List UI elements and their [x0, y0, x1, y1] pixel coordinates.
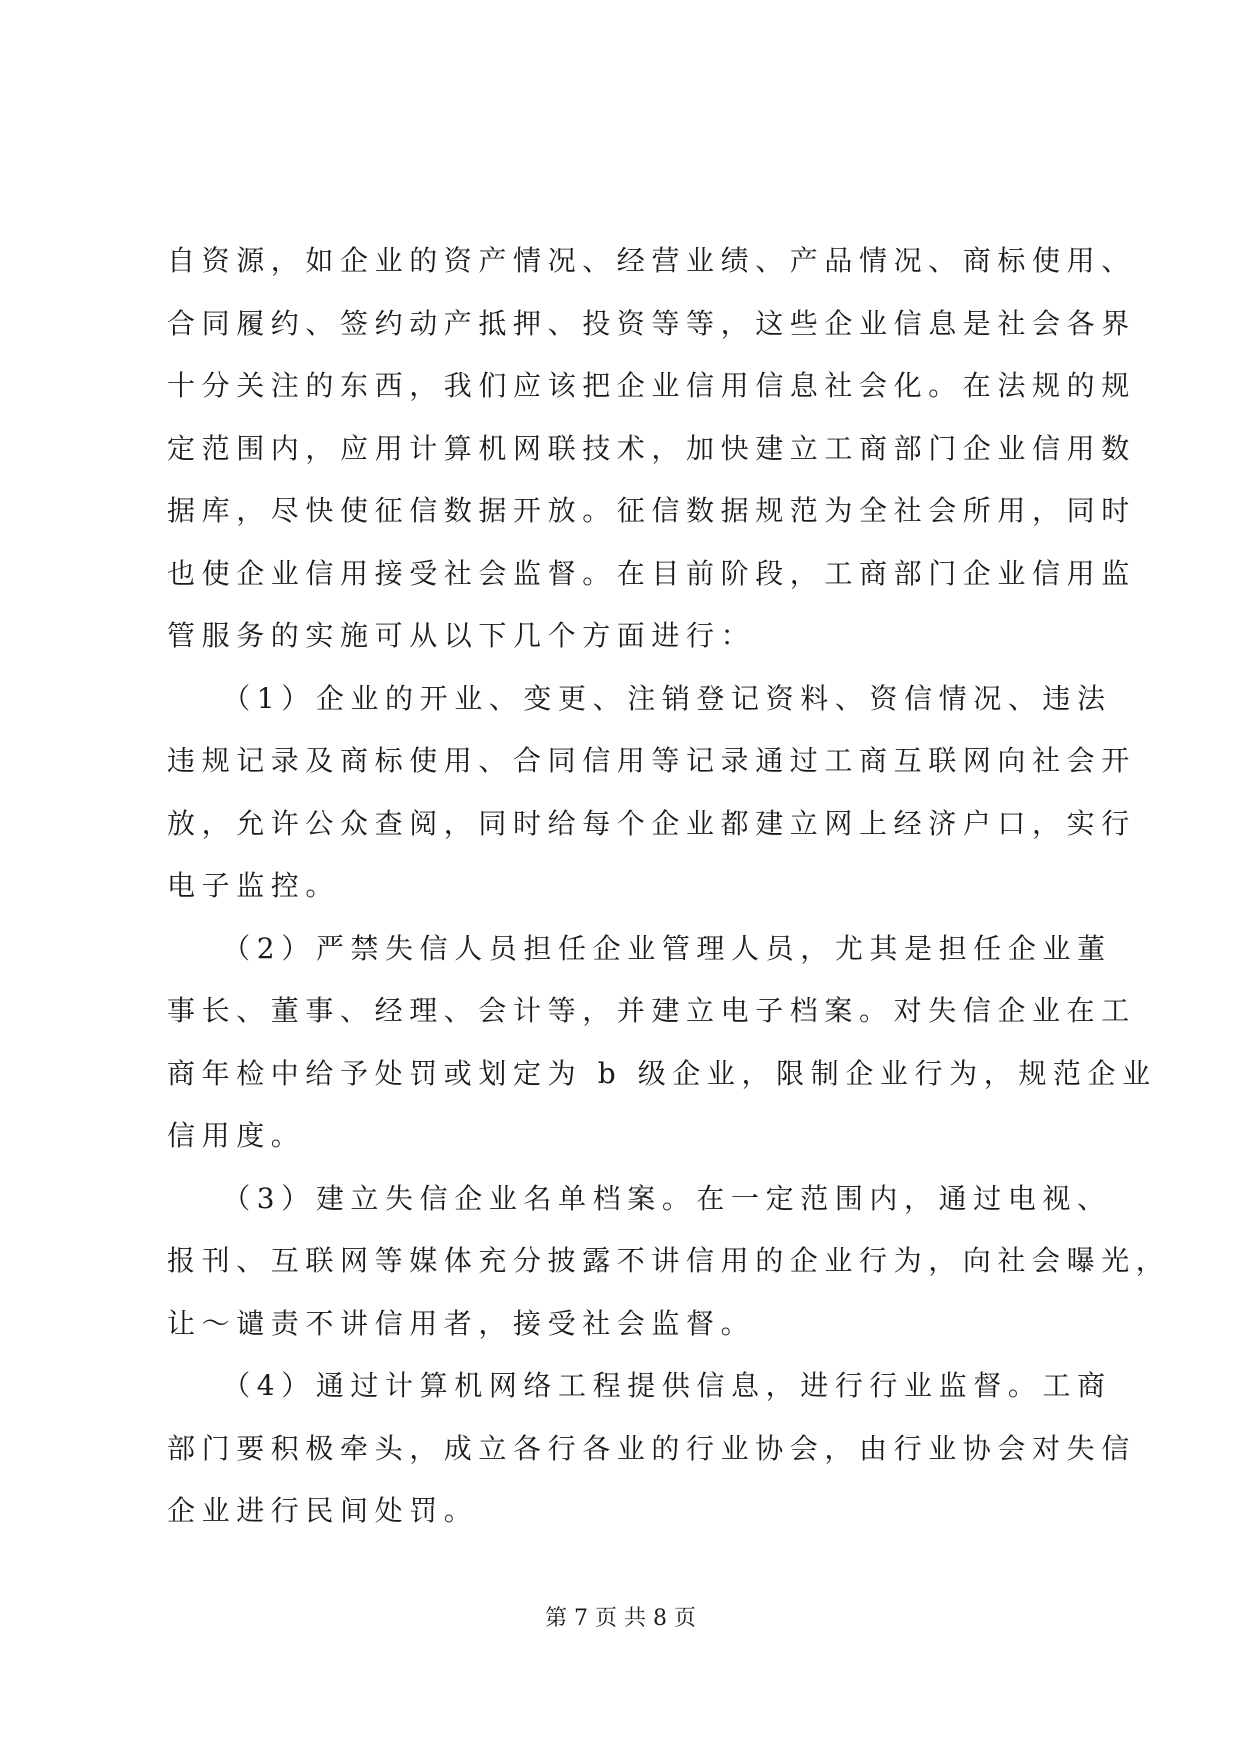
text-line: 商年检中给予处罚或划定为 b 级企业，限制企业行为，规范企业: [167, 1056, 1157, 1090]
text-line: （2）严禁失信人员担任企业管理人员，尤其是担任企业董: [167, 931, 1112, 965]
text-line: 据库，尽快使征信数据开放。征信数据规范为全社会所用，同时: [167, 494, 1136, 527]
text-line: 企业进行民间处罚。: [167, 1494, 479, 1527]
text-line: 放，允许公众查阅，同时给每个企业都建立网上经济户口，实行: [167, 806, 1136, 840]
text-line: 自资源，如企业的资产情况、经营业绩、产品情况、商标使用、: [167, 244, 1136, 277]
text-line: 也使企业信用接受社会监督。在目前阶段，工商部门企业信用监: [167, 556, 1136, 590]
text-line: （4）通过计算机网络工程提供信息，进行行业监督。工商: [167, 1369, 1112, 1402]
text-line: 信用度。: [167, 1119, 306, 1152]
page-number-footer: 第 7 页 共 8 页: [545, 1606, 696, 1631]
text-line: 事长、董事、经理、会计等，并建立电子档案。对失信企业在工: [167, 994, 1136, 1027]
text-line: 十分关注的东西，我们应该把企业信用信息社会化。在法规的规: [167, 369, 1136, 402]
text-line: 电子监控。: [167, 869, 341, 902]
body-text: [167, 230, 1171, 1543]
text-line: 违规记录及商标使用、合同信用等记录通过工商互联网向社会开: [167, 744, 1136, 777]
text-line: 合同履约、签约动产抵押、投资等等，这些企业信息是社会各界: [167, 306, 1136, 340]
text-line: 部门要积极牵头，成立各行各业的行业协会，由行业协会对失信: [167, 1431, 1136, 1465]
text-line: 让～谴责不讲信用者，接受社会监督。: [167, 1306, 756, 1340]
text-line: 报刊、互联网等媒体充分披露不讲信用的企业行为，向社会曝光，: [167, 1244, 1171, 1277]
text-line: 管服务的实施可从以下几个方面进行：: [167, 619, 756, 652]
text-line: （3）建立失信企业名单档案。在一定范围内，通过电视、: [167, 1181, 1112, 1215]
text-line: 定范围内，应用计算机网联技术，加快建立工商部门企业信用数: [167, 431, 1136, 465]
text-line: （1）企业的开业、变更、注销登记资料、资信情况、违法: [167, 681, 1112, 715]
